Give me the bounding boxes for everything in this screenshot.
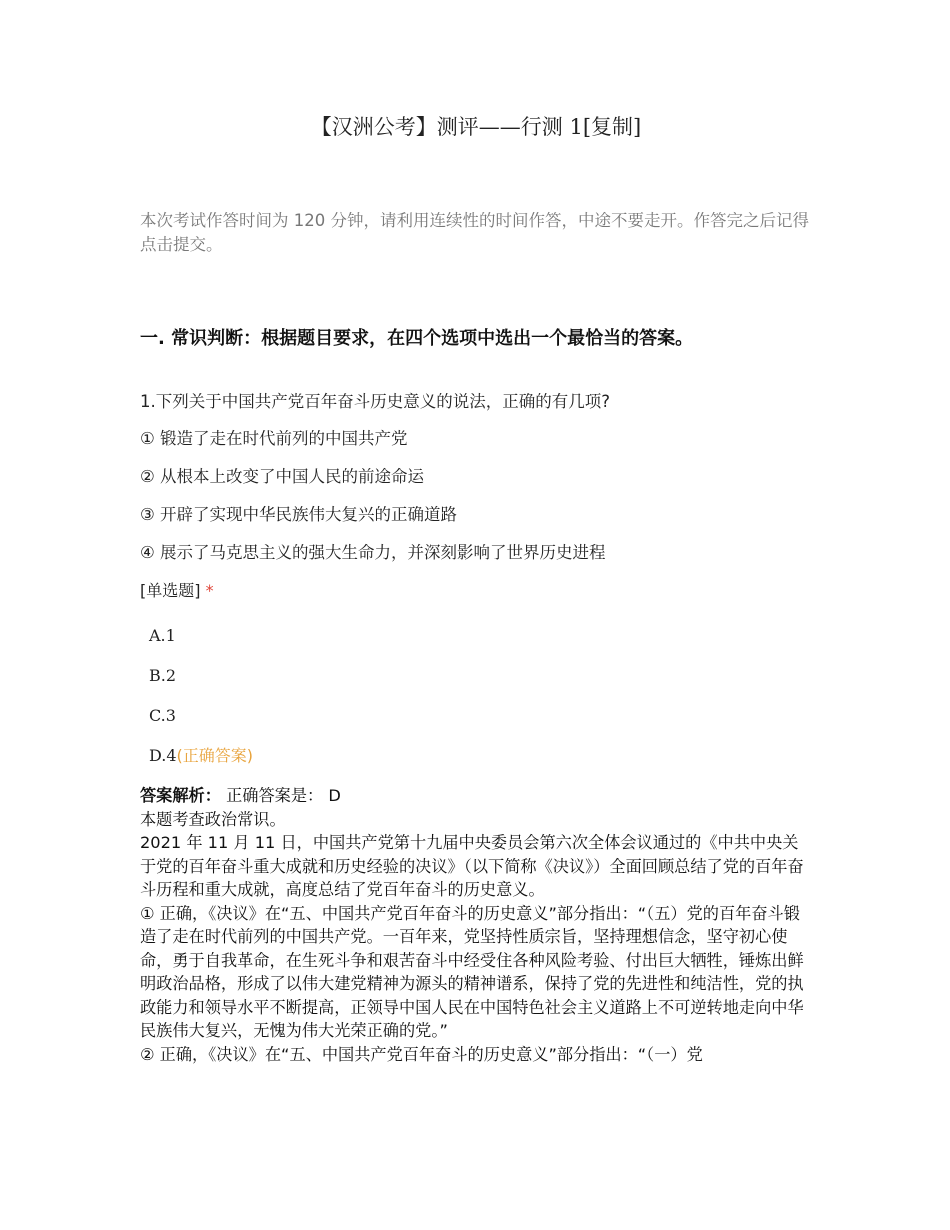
option-d-label: D.4 <box>149 746 177 765</box>
required-mark: * <box>205 581 214 600</box>
option-b-label: B.2 <box>149 666 177 685</box>
question-statement-2: ② 从根本上改变了中国人民的前途命运 <box>140 467 425 486</box>
option-c-label: C.3 <box>149 706 176 725</box>
question-statement-3: ③ 开辟了实现中华民族伟大复兴的正确道路 <box>140 505 458 524</box>
question-statement-1: ① 锻造了走在时代前列的中国共产党 <box>140 429 408 448</box>
analysis-paragraph-4: ② 正确，《决议》在“五、中国共产党百年奋斗的历史意义”部分指出：“（一）党 <box>140 1044 703 1064</box>
analysis-answer-line <box>140 784 812 808</box>
analysis-label: 答案解析： <box>140 786 221 805</box>
question-text: 1.下列关于中国共产党百年奋斗历史意义的说法，正确的有几项? <box>140 392 611 411</box>
question-statement-4: ④ 展示了马克思主义的强大生命力，并深刻影响了世界历史进程 <box>140 543 606 562</box>
analysis-answer: 正确答案是： D <box>226 786 341 805</box>
option-a-label: A.1 <box>149 626 176 645</box>
answer-analysis <box>140 784 812 1066</box>
page-title: 【汉洲公考】测评——行测 1[复制] <box>310 115 642 139</box>
option-d[interactable] <box>149 744 253 768</box>
analysis-paragraph-3: ① 正确，《决议》在“五、中国共产党百年奋斗的历史意义”部分指出：“（五）党的百年奋斗锻造了走在时代前列的中国共产党。一百年来，党坚持性质宗旨，坚持理想信念，坚守初心使命，勇于自我革命，在生死斗争和艰苦奋斗中经受住各种风险考验、付出巨大牺牲，锤炼出鲜明政治品格，形成了以伟大建党精神为源头的精神谱系，保持了党的先进性和纯洁性，党的执政能力和领导水平不断提高，正领导中国人民在中国特色社会主义道路上不可逆转地走向中华民族伟大复兴，无愧为伟大光荣正确的党。” <box>140 903 804 1040</box>
exam-instructions: 本次考试作答时间为 120 分钟，请利用连续性的时间作答，中途不要走开。作答完之后记得点击提交。 <box>140 211 809 254</box>
option-c[interactable] <box>149 704 176 728</box>
option-a[interactable] <box>149 624 176 648</box>
analysis-paragraph-2: 2021 年 11 月 11 日，中国共产党第十九届中央委员会第六次全体会议通过的《中共中央关于党的百年奋斗重大成就和历史经验的决议》（以下简称《决议》）全面回顾总结了党的百年奋斗历程和重大成就，高度总结了党百年奋斗的历史意义。 <box>140 833 804 899</box>
analysis-paragraph-1: 本题考查政治常识。 <box>140 809 286 829</box>
correct-answer-tag: (正确答案) <box>176 746 254 765</box>
option-b[interactable] <box>149 664 176 688</box>
question-type <box>140 579 214 603</box>
question-type-label: [单选题] <box>140 581 201 600</box>
section-heading: 一. 常识判断：根据题目要求，在四个选项中选出一个最恰当的答案。 <box>140 328 694 349</box>
